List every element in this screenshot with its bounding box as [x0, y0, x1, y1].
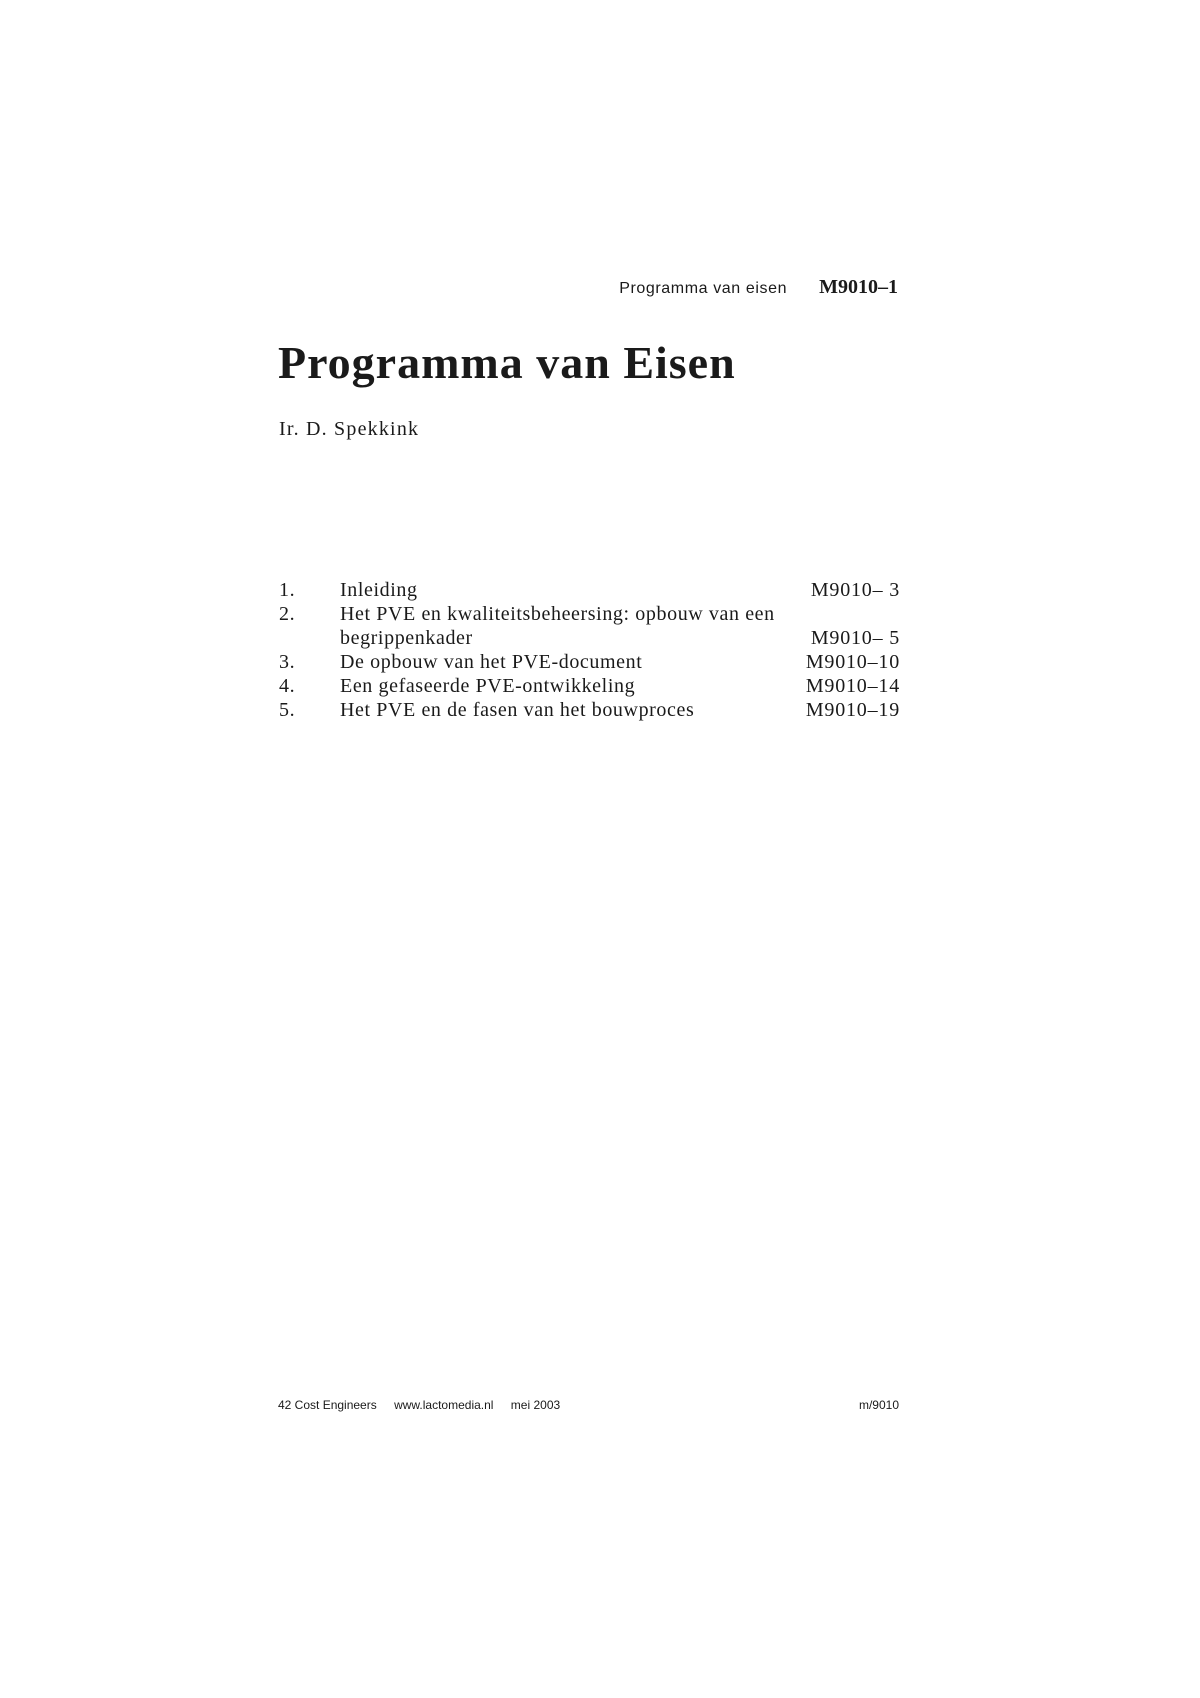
header-page-code: M9010–1 [819, 276, 898, 298]
toc-entry-number: 1. [279, 579, 296, 601]
toc-entry-title: Het PVE en de fasen van het bouwproces [340, 699, 695, 721]
page-footer [278, 1398, 899, 1412]
toc-entry-number: 3. [279, 651, 296, 673]
toc-entry-page-ref: M9010– 3 [810, 579, 900, 601]
header-section-name: Programma van eisen [619, 280, 788, 297]
toc-entry[interactable] [279, 578, 900, 602]
toc-entry[interactable] [279, 650, 900, 674]
footer-website[interactable]: www.lactomedia.nl [394, 1398, 494, 1412]
toc-entry-number: 2. [279, 603, 296, 625]
toc-entry-page-ref: M9010– 5 [810, 627, 900, 649]
toc-entry-page-ref: M9010–10 [805, 651, 900, 673]
running-header [600, 276, 898, 299]
toc-entry-page-ref: M9010–14 [805, 675, 900, 697]
toc-entry-title: Het PVE en kwaliteitsbeheersing: opbouw van een begrippenkader [340, 603, 775, 649]
toc-entry[interactable] [279, 674, 900, 698]
toc-entry-title: Inleiding [340, 579, 418, 601]
toc-entry-number: 5. [279, 699, 296, 721]
footer-left [278, 1398, 574, 1412]
toc-entry-page-ref: M9010–19 [805, 699, 900, 721]
table-of-contents [279, 578, 900, 722]
footer-date: mei 2003 [510, 1398, 561, 1412]
footer-code: m/9010 [858, 1398, 899, 1412]
toc-entry-number: 4. [279, 675, 296, 697]
page-title: Programma van Eisen [278, 337, 736, 388]
toc-entry[interactable] [279, 698, 900, 722]
author: Ir. D. Spekkink [279, 418, 420, 440]
footer-publication: 42 Cost Engineers [278, 1398, 377, 1412]
toc-entry[interactable] [279, 602, 900, 650]
toc-entry-title: De opbouw van het PVE-document [340, 651, 643, 673]
toc-entry-title: Een gefaseerde PVE-ontwikkeling [340, 675, 636, 697]
